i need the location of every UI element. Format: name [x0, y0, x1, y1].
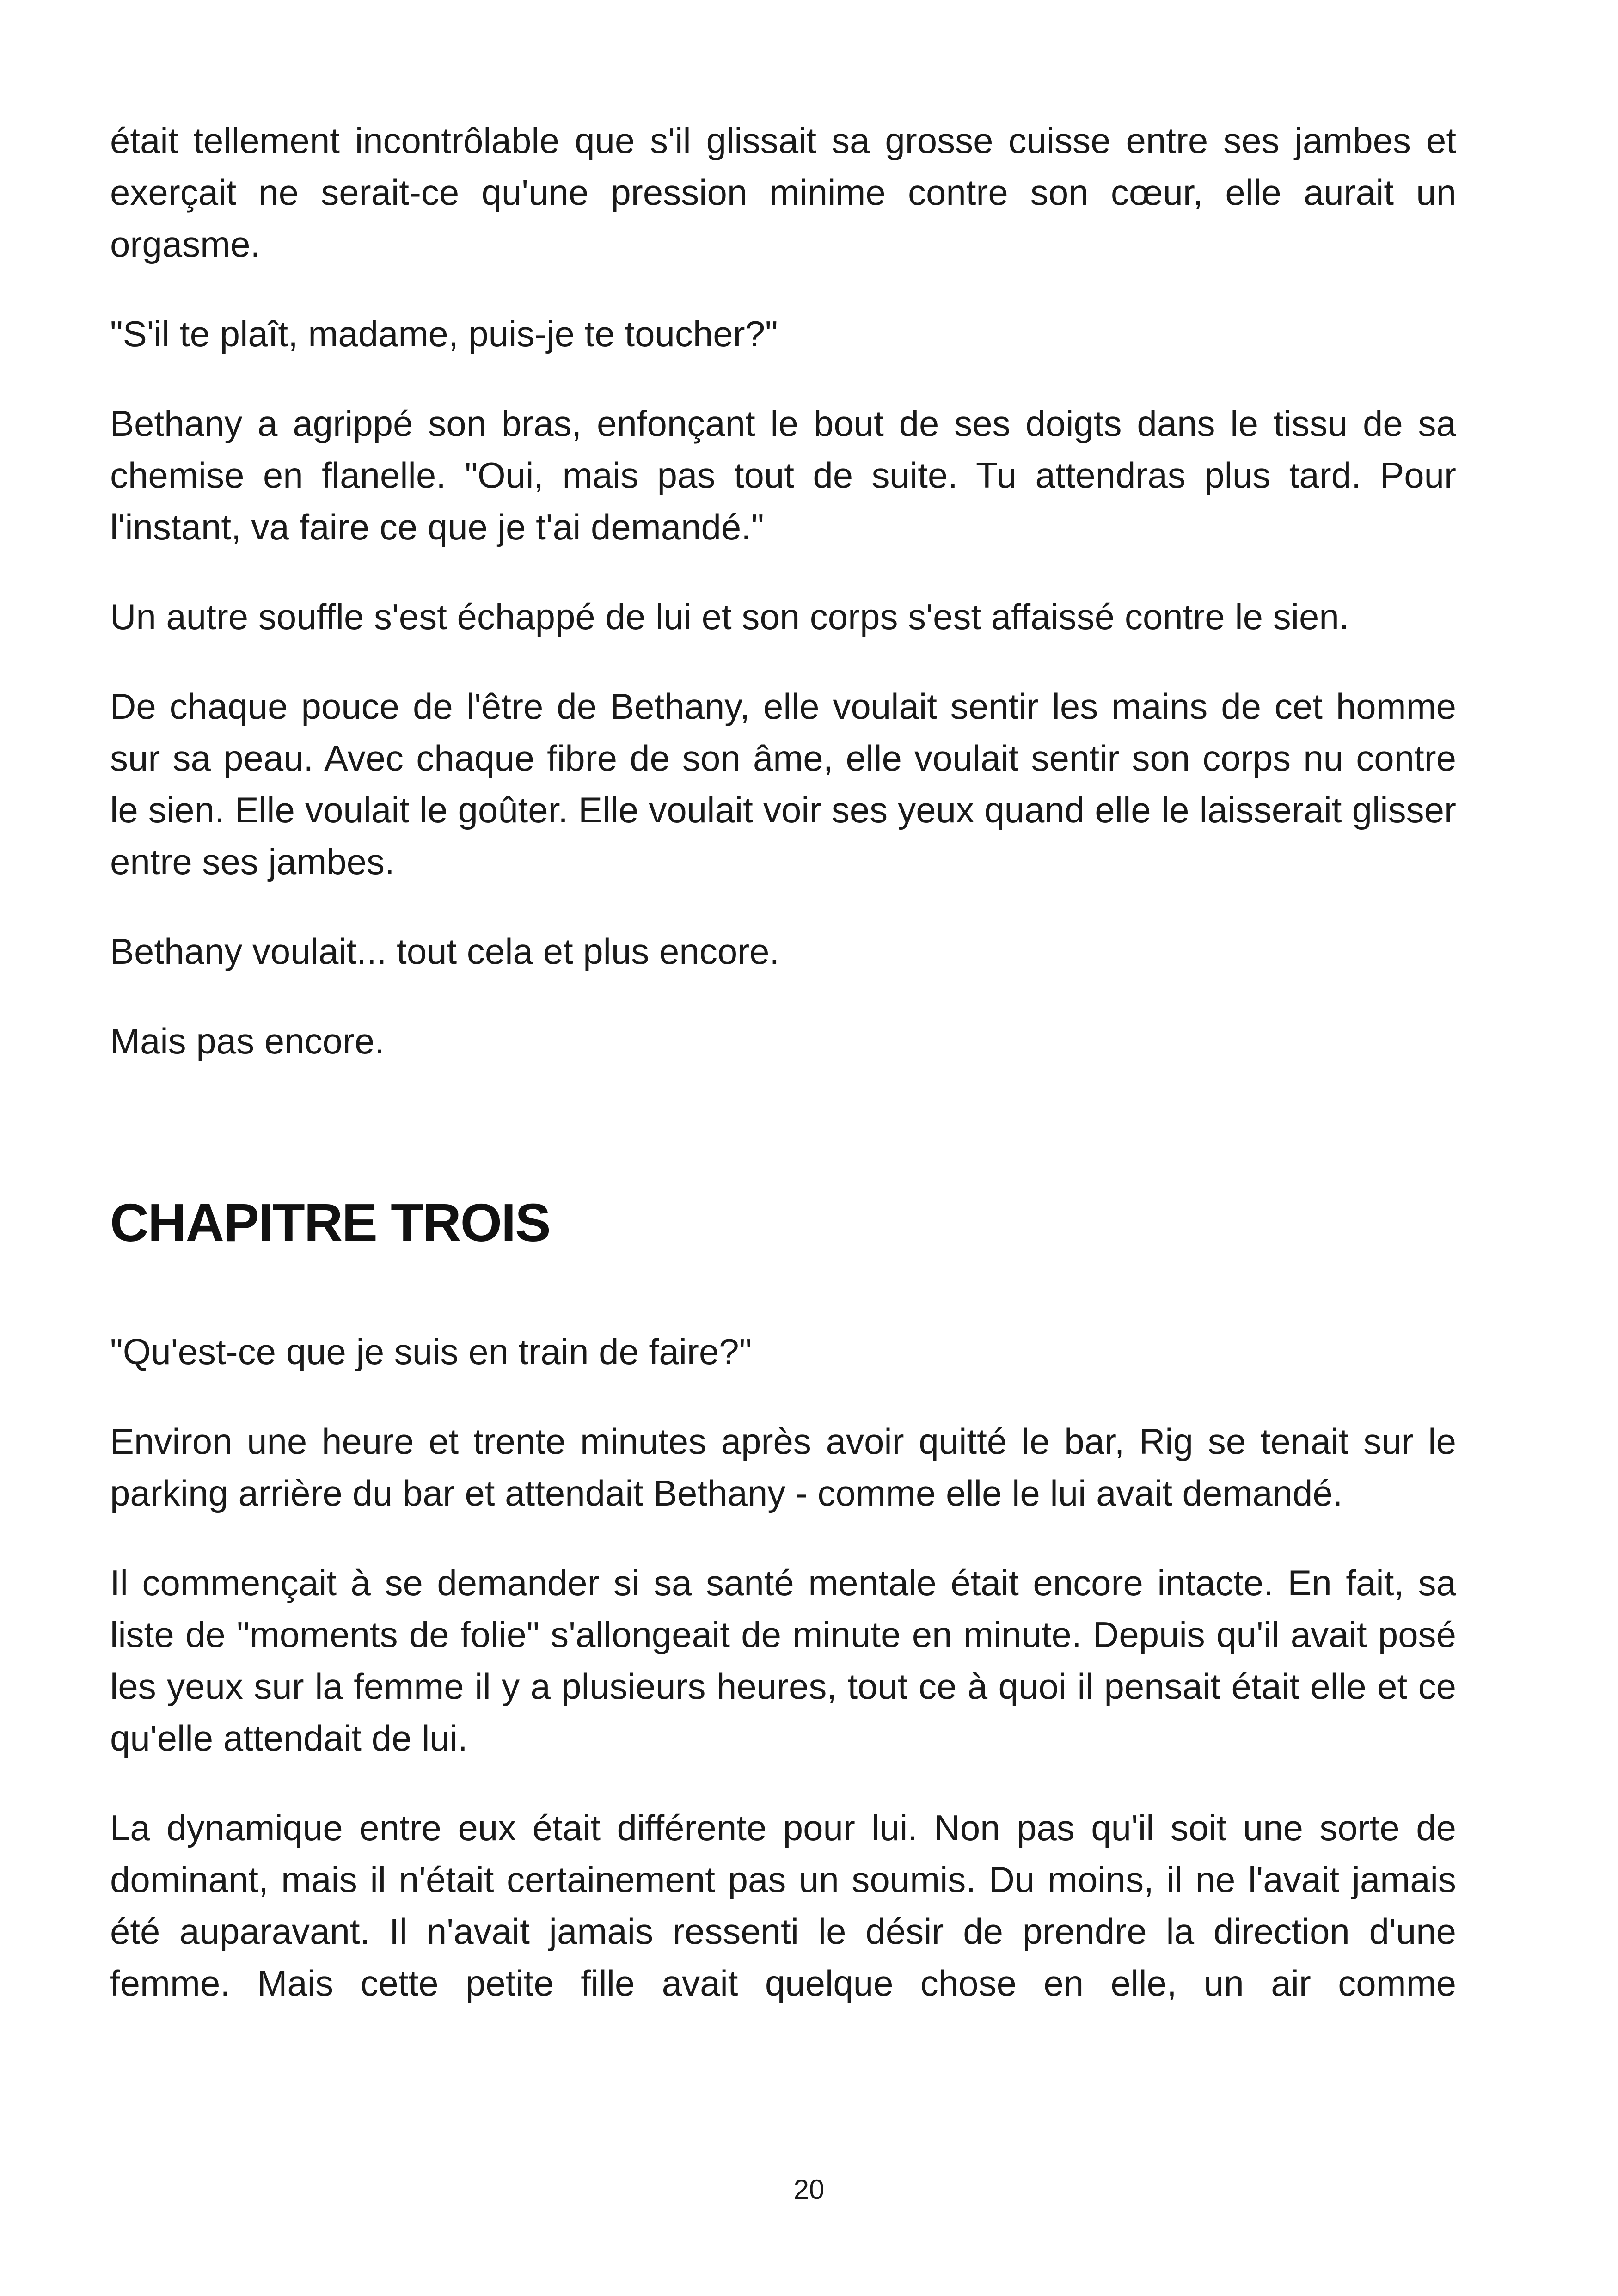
paragraph: Bethany voulait... tout cela et plus encore.: [110, 931, 780, 972]
paragraph: était tellement incontrôlable que s'il glissait sa grosse cuisse entre ses jambes et exerçait ne serait-ce qu'une pression minime contre son cœur, elle aurait un orgasme.: [110, 120, 1456, 264]
paragraph: Un autre souffle s'est échappé de lui et son corps s'est affaissé contre le sien.: [110, 596, 1349, 637]
page-number: 20: [793, 2174, 825, 2205]
text-block-bottom: [110, 1326, 1456, 2009]
text-block-top: [110, 115, 1456, 1067]
paragraph: Bethany a agrippé son bras, enfonçant le bout de ses doigts dans le tissu de sa chemise en flanelle. "Oui, mais pas tout de suite. Tu attendras plus tard. Pour l'instant, va faire ce que je t'ai demandé.": [110, 403, 1456, 547]
chapter-heading: CHAPITRE TROIS: [110, 1193, 550, 1253]
paragraph: Il commençait à se demander si sa santé mentale était encore intacte. En fait, sa liste de "moments de folie" s'allongeait de minute en minute. Depuis qu'il avait posé les yeux sur la femme il y a plusieurs heures, tout ce à quoi il pensait était elle et ce qu'elle attendait de lui.: [110, 1562, 1456, 1758]
paragraph: "Qu'est-ce que je suis en train de faire?": [110, 1331, 752, 1372]
paragraph: "S'il te plaît, madame, puis-je te toucher?": [110, 313, 778, 354]
paragraph: De chaque pouce de l'être de Bethany, elle voulait sentir les mains de cet homme sur sa peau. Avec chaque fibre de son âme, elle voulait sentir son corps nu contre le sien. Elle voulait le goûter. Elle voulait voir ses yeux quand elle le laisserait glisser entre ses jambes.: [110, 686, 1456, 882]
paragraph: Mais pas encore.: [110, 1021, 385, 1061]
paragraph: La dynamique entre eux était différente pour lui. Non pas qu'il soit une sorte de dominant, mais il n'était certainement pas un soumis. Du moins, il ne l'avait jamais été auparavant. Il n'avait jamais ressenti le désir de prendre la direction d'une femme. Mais cette petite fille avait quelque chose en elle, un air comme: [110, 1807, 1456, 2003]
paragraph: Environ une heure et trente minutes après avoir quitté le bar, Rig se tenait sur le parking arrière du bar et attendait Bethany - comme elle le lui avait demandé.: [110, 1421, 1456, 1513]
